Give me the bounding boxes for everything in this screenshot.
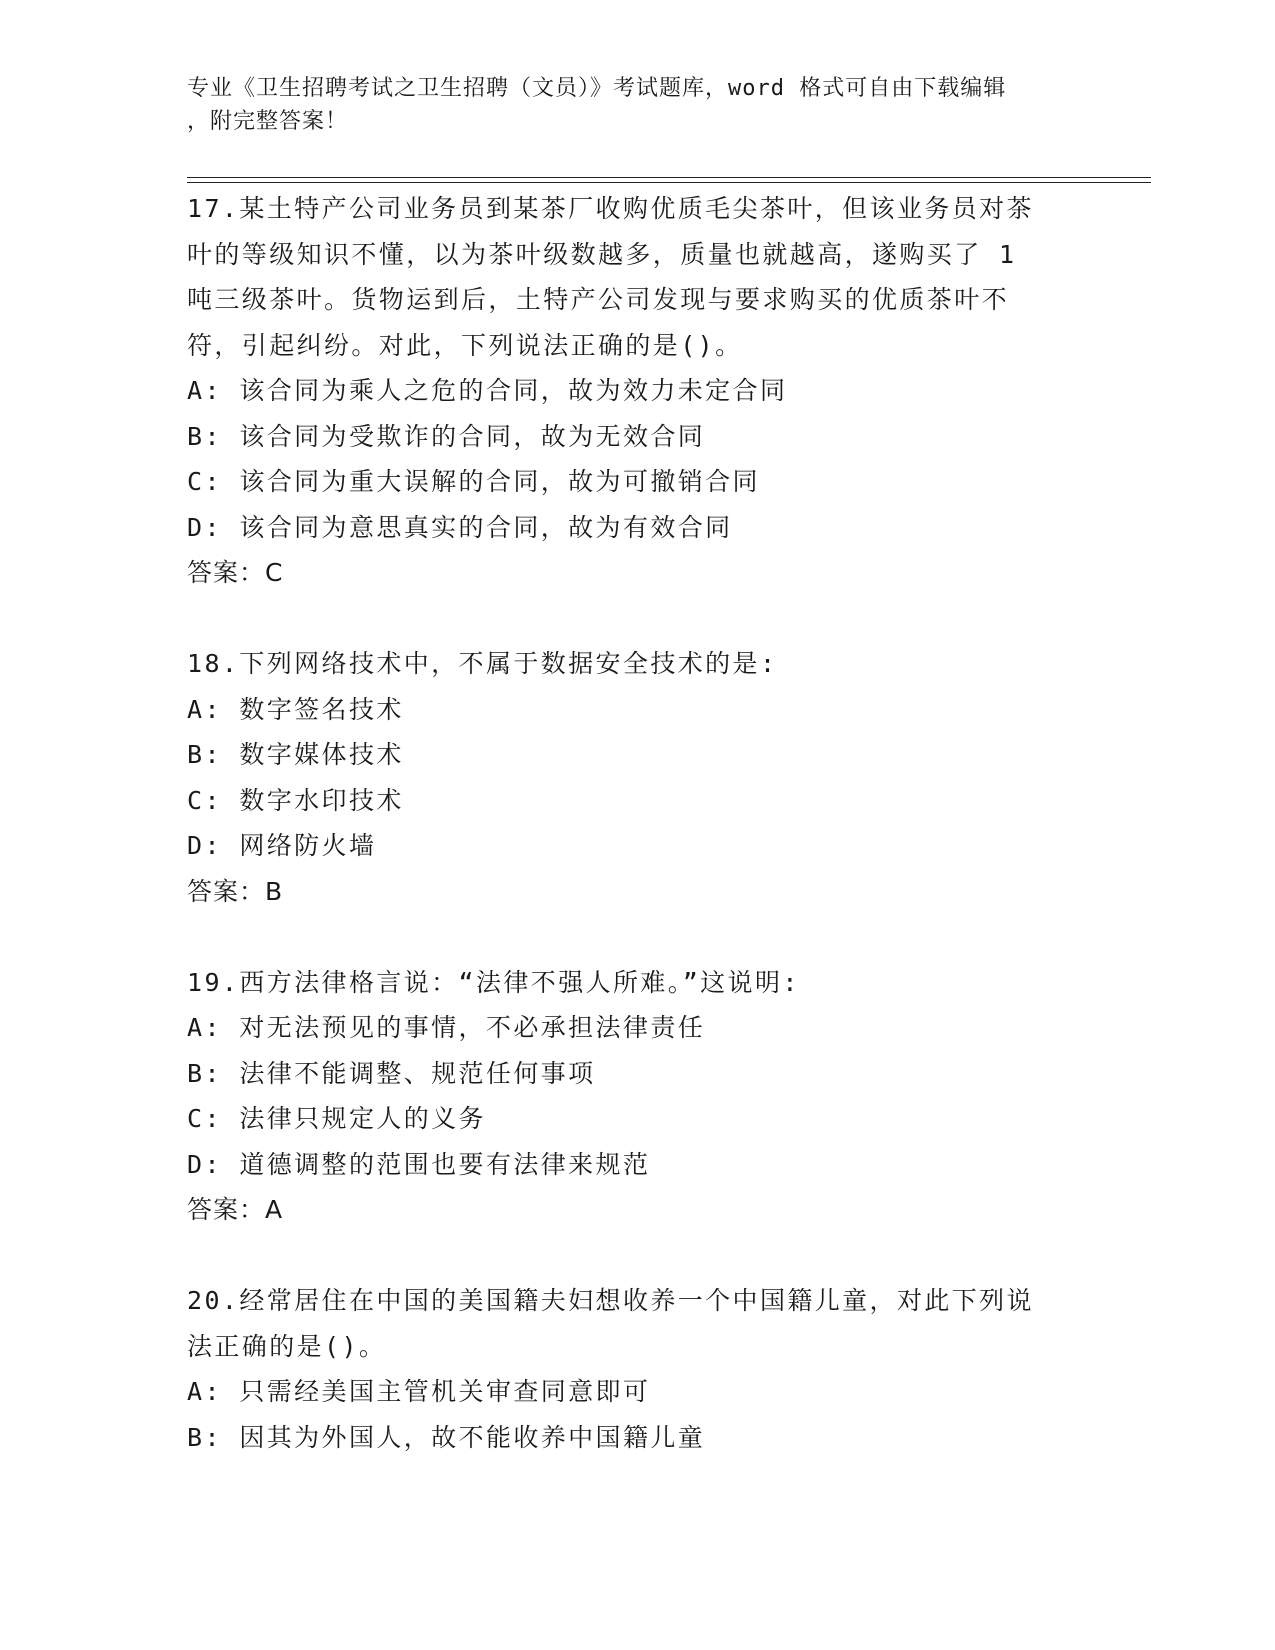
answer-line: 答案：A xyxy=(187,1195,284,1224)
option-c: C: 该合同为重大误解的合同，故为可撤销合同 xyxy=(187,467,760,496)
option-d: D: 该合同为意思真实的合同，故为有效合同 xyxy=(187,512,733,542)
question-stem-line: 19.西方法律格言说：“法律不强人所难。”这说明: xyxy=(187,967,800,997)
question-spacer xyxy=(187,914,1087,960)
option-c: C: 法律只规定人的义务 xyxy=(187,1104,486,1133)
header-line-2: ，附完整答案！ xyxy=(187,109,349,134)
question-spacer xyxy=(187,596,1087,642)
question-19 xyxy=(187,960,1087,1233)
option-a: A: 数字签名技术 xyxy=(187,694,404,724)
question-17 xyxy=(187,186,1087,596)
question-stem-line: 叶的等级知识不懂，以为茶叶级数越多，质量也就越高，遂购买了 1 xyxy=(187,239,1017,269)
question-18 xyxy=(187,641,1087,914)
question-stem-line: 符，引起纠纷。对此，下列说法正确的是()。 xyxy=(187,330,743,360)
answer-line: 答案：C xyxy=(187,558,284,587)
question-stem-line: 20.经常居住在中国的美国籍夫妇想收养一个中国籍儿童，对此下列说 xyxy=(187,1286,1034,1315)
option-b: B: 数字媒体技术 xyxy=(187,740,404,769)
question-list xyxy=(187,186,1087,1460)
header-divider-bottom xyxy=(187,182,1151,183)
question-stem-line: 吨三级茶叶。货物运到后，土特产公司发现与要求购买的优质茶叶不 xyxy=(187,285,1010,314)
option-a: A: 该合同为乘人之危的合同，故为效力未定合同 xyxy=(187,376,788,405)
question-stem-line: 法正确的是()。 xyxy=(187,1331,387,1361)
question-20 xyxy=(187,1278,1087,1460)
question-stem-line: 17.某土特产公司业务员到某茶厂收购优质毛尖茶叶，但该业务员对茶 xyxy=(187,194,1034,223)
option-d: D: 道德调整的范围也要有法律来规范 xyxy=(187,1149,651,1179)
question-stem-line: 18.下列网络技术中，不属于数据安全技术的是: xyxy=(187,649,778,678)
answer-line: 答案：B xyxy=(187,876,284,906)
option-a: A: 对无法预见的事情，不必承担法律责任 xyxy=(187,1013,706,1042)
option-c: C: 数字水印技术 xyxy=(187,785,404,815)
header-line-1: 专业《卫生招聘考试之卫生招聘（文员）》考试题库，word 格式可自由下载编辑 xyxy=(187,76,1007,101)
header-divider-top xyxy=(187,177,1151,178)
option-b: B: 法律不能调整、规范任何事项 xyxy=(187,1058,596,1088)
option-d: D: 网络防火墙 xyxy=(187,831,377,860)
question-spacer xyxy=(187,1233,1087,1279)
document-header xyxy=(187,72,1087,138)
option-b: B: 因其为外国人，故不能收养中国籍儿童 xyxy=(187,1422,706,1452)
option-a: A: 只需经美国主管机关审查同意即可 xyxy=(187,1377,651,1406)
option-b: B: 该合同为受欺诈的合同，故为无效合同 xyxy=(187,421,706,451)
